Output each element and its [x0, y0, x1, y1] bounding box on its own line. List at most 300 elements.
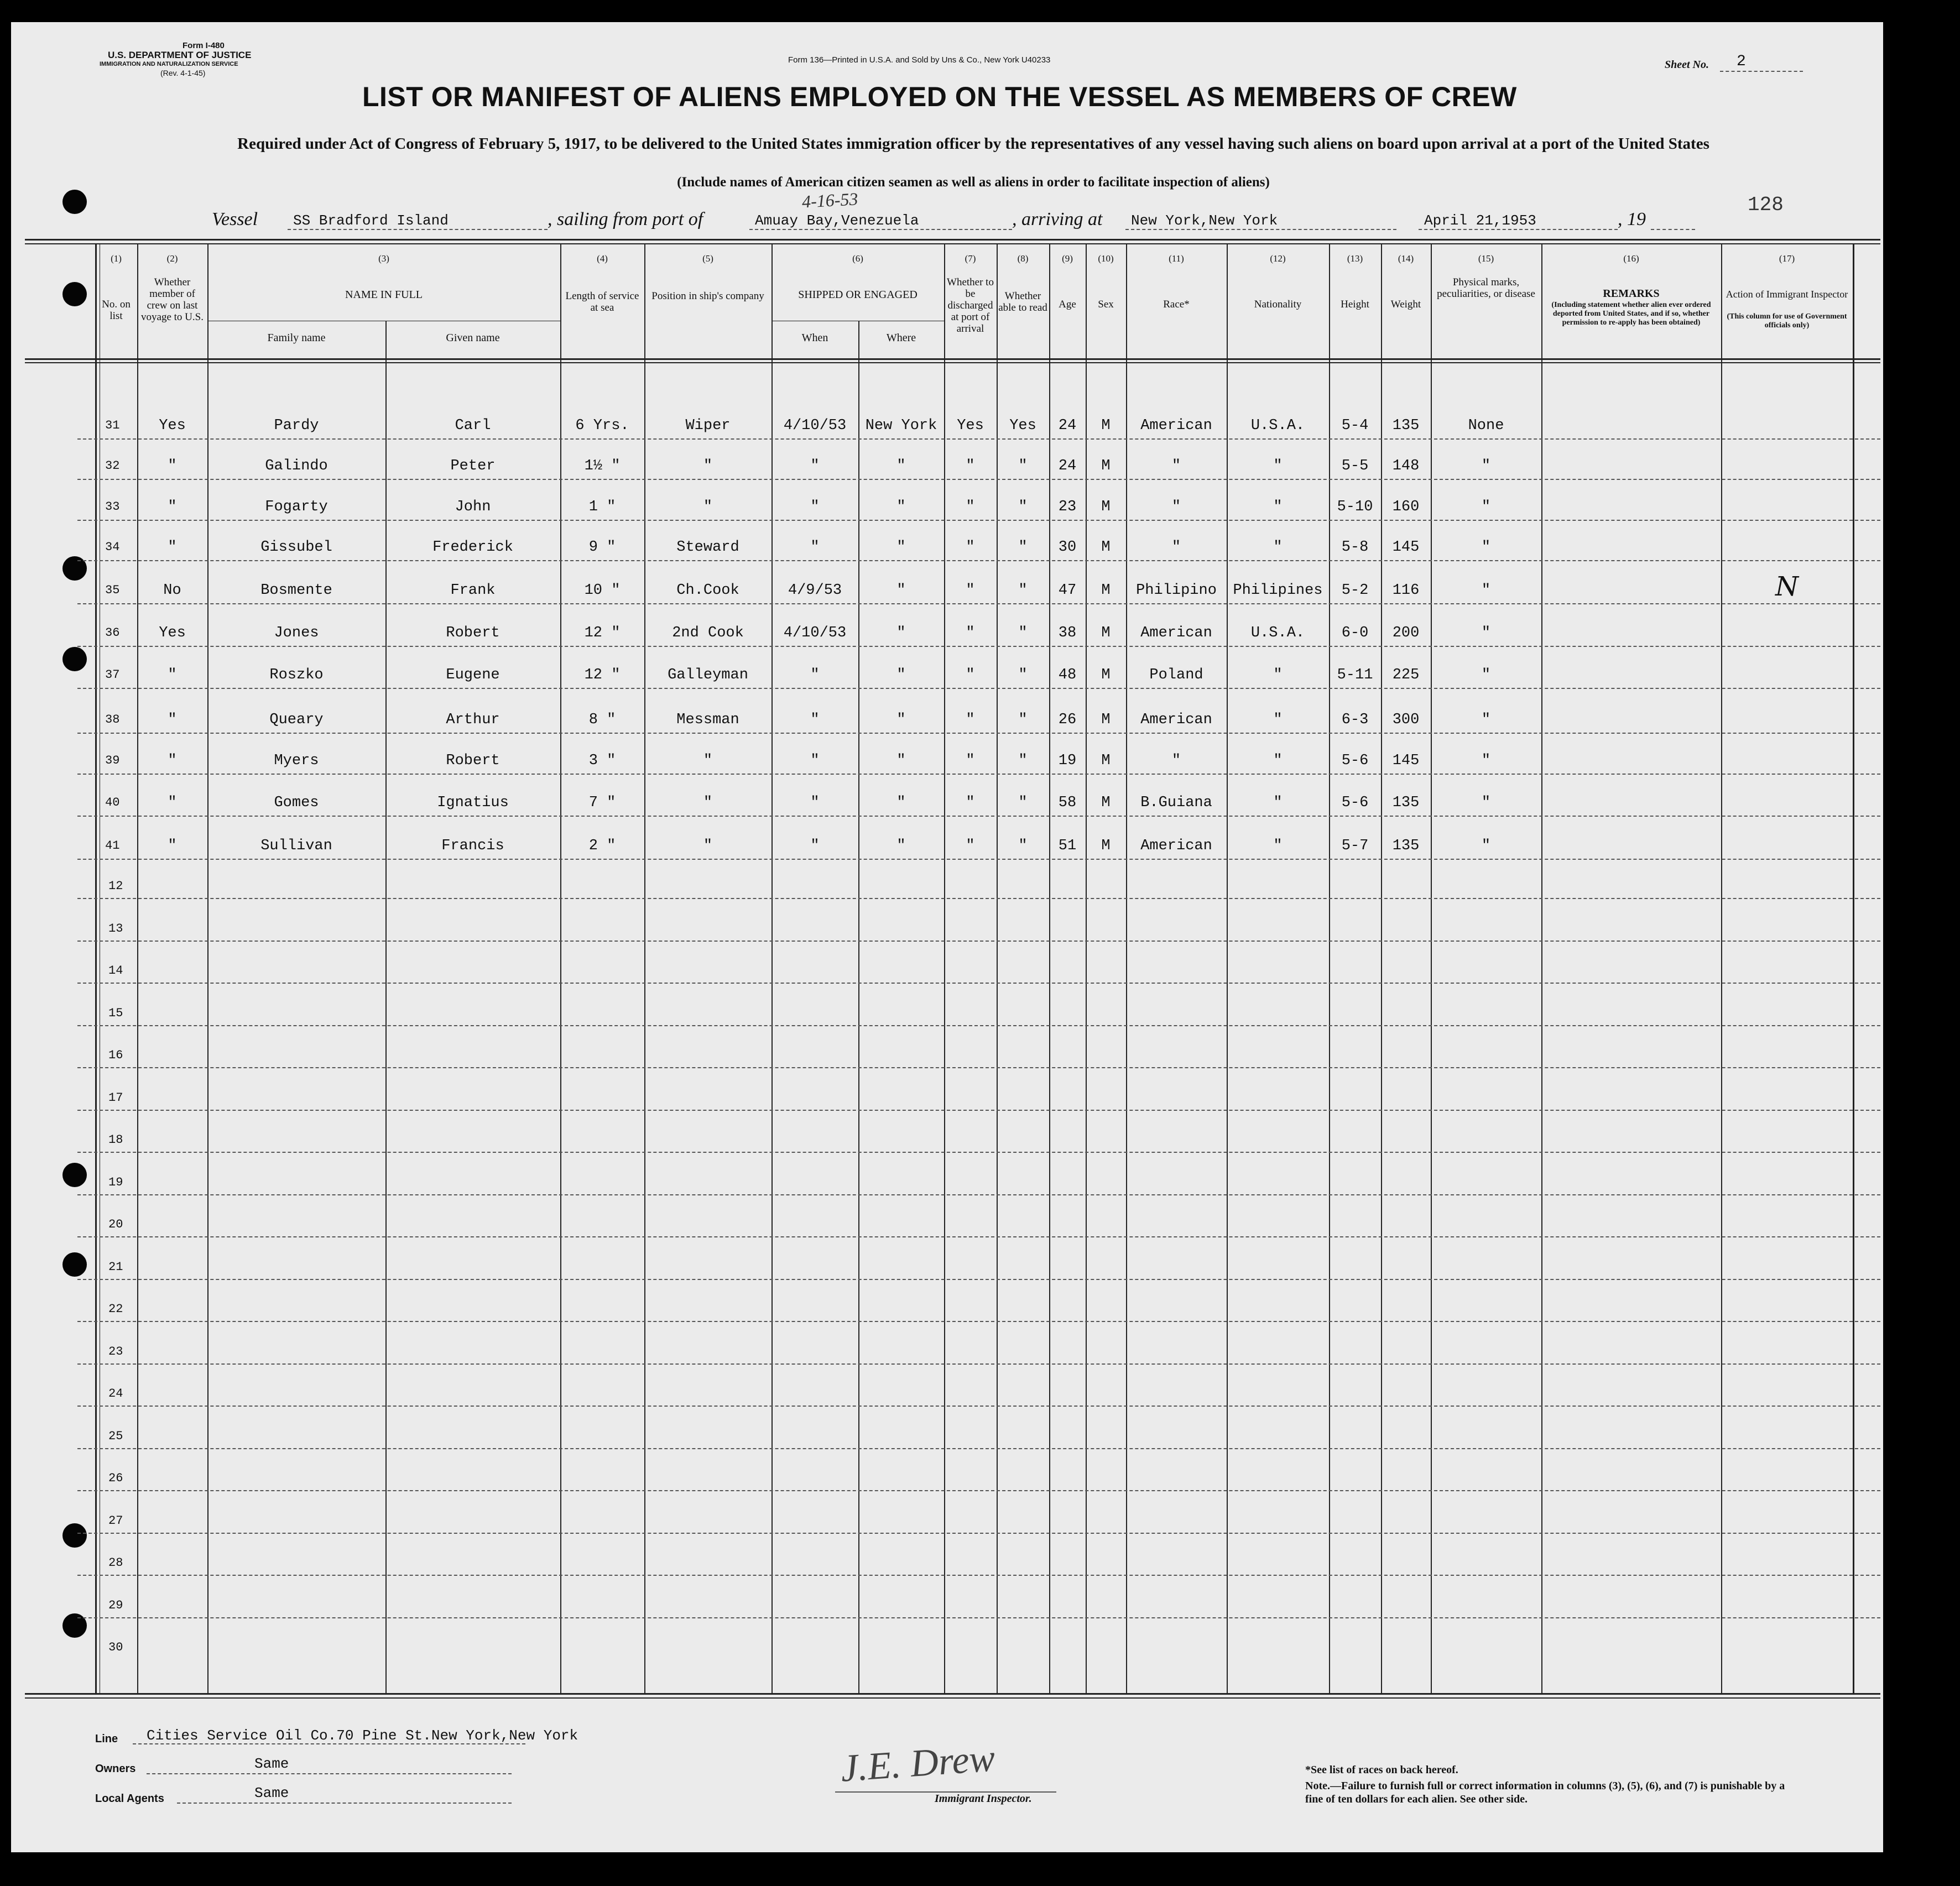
- row-rule: [77, 1152, 1880, 1153]
- row-rule: [77, 1279, 1880, 1280]
- row-rule: [77, 1406, 1880, 1407]
- row-number: 36: [105, 626, 120, 640]
- cell-position: ": [703, 795, 713, 811]
- row-number: 22: [108, 1302, 123, 1316]
- table-top-border: [25, 239, 1880, 241]
- cell-age: 26: [1058, 712, 1077, 728]
- column-header: No. on list: [102, 299, 131, 322]
- cell-member: ": [168, 712, 177, 728]
- row-number: 30: [108, 1641, 123, 1654]
- sailing-label: , sailing from port of: [548, 209, 703, 229]
- column-number: (12): [1270, 253, 1286, 264]
- cell-marks: None: [1468, 417, 1504, 434]
- shipped-subheader-divider: [858, 321, 859, 1693]
- cell-member: Yes: [159, 625, 186, 641]
- cell-discharged: ": [966, 582, 975, 599]
- row-number: 35: [105, 583, 120, 597]
- cell-given: Carl: [455, 417, 491, 434]
- column-number: (17): [1779, 253, 1795, 264]
- cell-where: ": [896, 499, 906, 515]
- port-underline: [749, 229, 1012, 230]
- vessel-label: Vessel: [212, 209, 258, 229]
- cell-member: ": [168, 458, 177, 474]
- column-note: (This column for use of Government officials only): [1727, 312, 1847, 330]
- cell-race: American: [1140, 838, 1212, 854]
- row-rule: [77, 1363, 1880, 1365]
- cell-service: 6 Yrs.: [575, 417, 629, 434]
- row-number: 24: [108, 1387, 123, 1401]
- cell-race: ": [1171, 753, 1181, 769]
- sheet-label: Sheet No.: [1665, 59, 1709, 71]
- column-header: Whether able to read: [998, 290, 1047, 314]
- row-number: 12: [108, 879, 123, 893]
- cell-service: 12 ": [584, 625, 621, 641]
- cell-service: 8 ": [588, 712, 616, 728]
- column-number: (6): [852, 253, 863, 264]
- column-divider: [1721, 243, 1722, 1693]
- cell-when: 4/10/53: [783, 625, 847, 641]
- cell-marks: ": [1481, 625, 1491, 641]
- row-number: 20: [108, 1218, 123, 1231]
- row-rule: [77, 520, 1880, 521]
- handwritten-date: 4-16-53: [801, 189, 859, 212]
- column-divider: [95, 243, 97, 1693]
- cell-race: American: [1140, 625, 1212, 641]
- cell-family: Gissubel: [260, 539, 332, 556]
- column-number: (9): [1062, 253, 1073, 264]
- cell-sex: M: [1101, 625, 1111, 641]
- agents-value: Same: [254, 1785, 289, 1801]
- row-number: 14: [108, 964, 123, 978]
- row-number: 32: [105, 459, 120, 473]
- cell-position: Messman: [676, 712, 739, 728]
- owners-underline: [147, 1773, 512, 1774]
- cell-nationality: ": [1273, 539, 1283, 556]
- sailing-port: Amuay Bay,Venezuela: [755, 212, 919, 229]
- cell-service: 2 ": [588, 838, 616, 854]
- cell-discharged: Yes: [957, 417, 984, 434]
- page-stamp: 128: [1748, 194, 1784, 216]
- cell-where: ": [896, 838, 906, 854]
- cell-member: Yes: [159, 417, 186, 434]
- row-number: 31: [105, 419, 120, 432]
- row-number: 40: [105, 796, 120, 809]
- column-header: Sex: [1098, 299, 1114, 310]
- cell-when: ": [810, 539, 820, 556]
- cell-nationality: ": [1273, 667, 1283, 683]
- row-number: 25: [108, 1429, 123, 1443]
- cell-service: 3 ": [588, 753, 616, 769]
- row-rule: [77, 438, 1880, 440]
- column-number: (3): [378, 253, 389, 264]
- cell-sex: M: [1101, 499, 1111, 515]
- cell-weight: 300: [1392, 712, 1420, 728]
- column-number: (15): [1478, 253, 1494, 264]
- cell-position: Wiper: [685, 417, 731, 434]
- cell-read: Yes: [1009, 417, 1036, 434]
- row-rule: [77, 688, 1880, 689]
- line-value: Cities Service Oil Co.70 Pine St.New York,New York: [147, 1727, 578, 1744]
- year-underline: [1651, 229, 1695, 230]
- cell-weight: 148: [1392, 458, 1420, 474]
- cell-member: ": [168, 539, 177, 556]
- cell-sex: M: [1101, 458, 1111, 474]
- cell-discharged: ": [966, 539, 975, 556]
- cell-height: 5-10: [1337, 499, 1373, 515]
- cell-race: ": [1171, 499, 1181, 515]
- punch-hole: [62, 282, 87, 306]
- cell-weight: 160: [1392, 499, 1420, 515]
- cell-read: ": [1018, 667, 1028, 683]
- cell-where: ": [896, 795, 906, 811]
- column-divider: [1541, 243, 1542, 1693]
- cell-family: Gomes: [274, 795, 319, 811]
- cell-family: Roszko: [269, 667, 324, 683]
- inspector-label: Immigrant Inspector.: [935, 1793, 1032, 1805]
- cell-height: 5-11: [1337, 667, 1373, 683]
- header-bottom-border-2: [25, 362, 1880, 363]
- row-number: 28: [108, 1556, 123, 1570]
- row-number: 16: [108, 1048, 123, 1062]
- column-number: (14): [1398, 253, 1414, 264]
- table-bottom-border: [25, 1693, 1880, 1695]
- cell-when: 4/10/53: [783, 417, 847, 434]
- row-rule: [77, 1490, 1880, 1491]
- cell-age: 51: [1058, 838, 1077, 854]
- cell-family: Sullivan: [260, 838, 332, 854]
- column-header: NAME IN FULL: [345, 289, 423, 301]
- manifest-subtitle: Required under Act of Congress of February 5, 1917, to be delivered to the United States immigration officer by the representatives of any vessel having such aliens on board upon arrival at a port of the United States: [237, 135, 1709, 153]
- cell-height: 5-6: [1341, 753, 1369, 769]
- cell-read: ": [1018, 625, 1028, 641]
- name-subheader-divider: [385, 321, 387, 1693]
- agents-underline: [177, 1803, 512, 1804]
- cell-nationality: ": [1273, 458, 1283, 474]
- cell-height: 5-8: [1341, 539, 1369, 556]
- punch-hole: [62, 190, 87, 214]
- cell-nationality: ": [1273, 499, 1283, 515]
- cell-height: 6-3: [1341, 712, 1369, 728]
- row-rule: [77, 1448, 1880, 1449]
- cell-read: ": [1018, 582, 1028, 599]
- column-divider: [1853, 243, 1854, 1693]
- cell-height: 5-4: [1341, 417, 1369, 434]
- year-label: , 19: [1618, 209, 1646, 229]
- cell-family: Jones: [274, 625, 319, 641]
- inspector-signature: J.E. Drew: [839, 1737, 997, 1790]
- row-rule: [77, 774, 1880, 775]
- cell-height: 5-2: [1341, 582, 1369, 599]
- cell-given: Peter: [450, 458, 496, 474]
- row-number: 18: [108, 1133, 123, 1147]
- cell-read: ": [1018, 753, 1028, 769]
- row-rule: [77, 733, 1880, 734]
- cell-given: Arthur: [446, 712, 500, 728]
- row-rule: [77, 479, 1880, 480]
- cell-service: 10 ": [584, 582, 621, 599]
- manifest-subtitle-note: (Include names of American citizen seamen as well as aliens in order to facilitate inspection of aliens): [677, 175, 1270, 190]
- cell-discharged: ": [966, 499, 975, 515]
- row-number: 29: [108, 1598, 123, 1612]
- cell-position: ": [703, 753, 713, 769]
- cell-race: ": [1171, 458, 1181, 474]
- cell-when: ": [810, 838, 820, 854]
- punch-hole: [62, 1252, 87, 1277]
- cell-family: Bosmente: [260, 582, 332, 599]
- cell-height: 5-5: [1341, 458, 1369, 474]
- cell-discharged: ": [966, 667, 975, 683]
- punch-hole: [62, 1523, 87, 1548]
- cell-age: 19: [1058, 753, 1077, 769]
- cell-when: ": [810, 795, 820, 811]
- cell-weight: 145: [1392, 539, 1420, 556]
- cell-where: ": [896, 539, 906, 556]
- cell-sex: M: [1101, 795, 1111, 811]
- agents-label: Local Agents: [95, 1793, 164, 1805]
- line-label: Line: [95, 1733, 118, 1745]
- cell-read: ": [1018, 539, 1028, 556]
- cell-discharged: ": [966, 712, 975, 728]
- column-header: Weight: [1390, 299, 1421, 310]
- cell-read: ": [1018, 712, 1028, 728]
- cell-weight: 135: [1392, 795, 1420, 811]
- cell-member: ": [168, 499, 177, 515]
- cell-age: 38: [1058, 625, 1077, 641]
- cell-discharged: ": [966, 625, 975, 641]
- sheet-number: 2: [1737, 53, 1746, 70]
- cell-where: ": [896, 625, 906, 641]
- cell-weight: 135: [1392, 417, 1420, 434]
- cell-member: ": [168, 753, 177, 769]
- cell-sex: M: [1101, 753, 1111, 769]
- column-header: Height: [1341, 299, 1369, 310]
- row-number: 17: [108, 1090, 123, 1105]
- cell-given: Robert: [446, 753, 500, 769]
- column-header: Physical marks, peculiarities, or disease: [1437, 276, 1535, 300]
- cell-sex: M: [1101, 712, 1111, 728]
- cell-position: Ch.Cook: [676, 582, 739, 599]
- cell-member: No: [163, 582, 181, 599]
- cell-given: Frederick: [432, 539, 513, 556]
- printer-line: Form 136—Printed in U.S.A. and Sold by Uns & Co., New York U40233: [788, 55, 1051, 65]
- manifest-title: LIST OR MANIFEST OF ALIENS EMPLOYED ON THE VESSEL AS MEMBERS OF CREW: [362, 81, 1517, 112]
- row-rule: [77, 1025, 1880, 1026]
- cell-given: Robert: [446, 625, 500, 641]
- row-rule: [77, 941, 1880, 942]
- cell-given: Ignatius: [437, 795, 509, 811]
- cell-marks: ": [1481, 712, 1491, 728]
- cell-position: 2nd Cook: [672, 625, 744, 641]
- cell-sex: M: [1101, 582, 1111, 599]
- vessel-name: SS Bradford Island: [293, 212, 449, 229]
- cell-nationality: U.S.A.: [1250, 417, 1305, 434]
- cell-service: 9 ": [588, 539, 616, 556]
- cell-when: ": [810, 458, 820, 474]
- race-note: *See list of races on back hereof.: [1305, 1764, 1458, 1776]
- row-rule: [77, 1194, 1880, 1195]
- row-number: 27: [108, 1513, 123, 1528]
- cell-when: ": [810, 499, 820, 515]
- cell-race: B.Guiana: [1140, 795, 1212, 811]
- row-number: 21: [108, 1260, 123, 1274]
- cell-height: 5-7: [1341, 838, 1369, 854]
- arriving-underline: [1125, 229, 1396, 230]
- column-number: (10): [1098, 253, 1114, 264]
- row-rule: [77, 1575, 1880, 1576]
- cell-marks: ": [1481, 499, 1491, 515]
- form-number: Form I-480: [183, 41, 225, 50]
- column-subheader: When: [801, 332, 828, 344]
- cell-member: ": [168, 795, 177, 811]
- cell-given: Frank: [450, 582, 496, 599]
- row-rule: [77, 1067, 1880, 1068]
- cell-service: 7 ": [588, 795, 616, 811]
- cell-when: 4/9/53: [788, 582, 842, 599]
- cell-race: Philipino: [1136, 582, 1217, 599]
- cell-discharged: ": [966, 795, 975, 811]
- column-number: (11): [1169, 253, 1184, 264]
- penalty-note: Note.—Failure to furnish full or correct information in columns (3), (5), (6), and (7) is punishable by a fine of ten dollars for each alien. See other side.: [1305, 1780, 1785, 1805]
- row-number: 33: [105, 500, 120, 514]
- cell-discharged: ": [966, 838, 975, 854]
- cell-marks: ": [1481, 838, 1491, 854]
- cell-family: Myers: [274, 753, 319, 769]
- column-number: (1): [111, 253, 122, 264]
- cell-service: 12 ": [584, 667, 621, 683]
- cell-given: Eugene: [446, 667, 500, 683]
- vessel-underline: [288, 229, 548, 230]
- cell-marks: ": [1481, 539, 1491, 556]
- cell-race: Poland: [1149, 667, 1203, 683]
- cell-family: Pardy: [274, 417, 319, 434]
- row-number: 41: [105, 839, 120, 853]
- row-rule: [77, 1321, 1880, 1322]
- row-rule: [77, 646, 1880, 647]
- column-number: (5): [702, 253, 713, 264]
- column-subheader: Where: [886, 332, 916, 344]
- cell-nationality: ": [1273, 838, 1283, 854]
- row-number: 19: [108, 1175, 123, 1189]
- punch-hole: [62, 1163, 87, 1187]
- cell-action: N: [1775, 571, 1799, 602]
- cell-read: ": [1018, 795, 1028, 811]
- row-number: 39: [105, 754, 120, 767]
- cell-marks: ": [1481, 667, 1491, 683]
- cell-sex: M: [1101, 539, 1111, 556]
- revision: (Rev. 4-1-45): [160, 69, 206, 77]
- cell-where: ": [896, 712, 906, 728]
- arrival-date: April 21,1953: [1424, 212, 1536, 229]
- row-rule: [77, 560, 1880, 561]
- owners-label: Owners: [95, 1763, 136, 1775]
- row-rule: [77, 603, 1880, 604]
- owners-value: Same: [254, 1756, 289, 1772]
- row-rule: [77, 1617, 1880, 1618]
- cell-when: ": [810, 753, 820, 769]
- column-header: REMARKS: [1603, 288, 1660, 300]
- service: IMMIGRATION AND NATURALIZATION SERVICE: [100, 61, 238, 67]
- table-top-border-2: [25, 243, 1880, 244]
- column-number: (4): [597, 253, 608, 264]
- cell-discharged: ": [966, 458, 975, 474]
- cell-family: Queary: [269, 712, 324, 728]
- cell-family: Fogarty: [265, 499, 328, 515]
- cell-race: ": [1171, 539, 1181, 556]
- cell-given: Francis: [441, 838, 504, 854]
- column-subheader: Family name: [267, 332, 326, 344]
- row-number: 15: [108, 1006, 123, 1020]
- cell-member: ": [168, 838, 177, 854]
- row-number: 13: [108, 921, 123, 936]
- cell-where: ": [896, 667, 906, 683]
- cell-race: American: [1140, 417, 1212, 434]
- cell-age: 30: [1058, 539, 1077, 556]
- column-number: (8): [1017, 253, 1029, 264]
- cell-age: 58: [1058, 795, 1077, 811]
- column-number: (2): [166, 253, 178, 264]
- row-number: 37: [105, 668, 120, 682]
- cell-age: 48: [1058, 667, 1077, 683]
- cell-marks: ": [1481, 582, 1491, 599]
- column-header: Age: [1059, 299, 1076, 310]
- cell-member: ": [168, 667, 177, 683]
- column-number: (13): [1347, 253, 1363, 264]
- row-rule: [77, 859, 1880, 860]
- cell-height: 5-6: [1341, 795, 1369, 811]
- cell-weight: 225: [1392, 667, 1420, 683]
- column-header: Action of Immigrant Inspector: [1726, 289, 1848, 300]
- column-number: (7): [965, 253, 976, 264]
- cell-read: ": [1018, 838, 1028, 854]
- column-subheader: Given name: [446, 332, 500, 344]
- cell-where: ": [896, 753, 906, 769]
- cell-when: ": [810, 712, 820, 728]
- row-rule: [77, 1236, 1880, 1237]
- cell-age: 24: [1058, 417, 1077, 434]
- cell-position: Steward: [676, 539, 739, 556]
- arriving-port: New York,New York: [1131, 212, 1278, 229]
- cell-position: ": [703, 838, 713, 854]
- line-underline: [133, 1743, 525, 1744]
- column-header: Race*: [1163, 299, 1190, 310]
- cell-nationality: ": [1273, 753, 1283, 769]
- cell-service: 1 ": [588, 499, 616, 515]
- cell-position: ": [703, 499, 713, 515]
- arriving-label: , arriving at: [1012, 209, 1103, 229]
- row-rule: [77, 816, 1880, 817]
- header-bottom-border: [25, 358, 1880, 360]
- row-rule: [77, 1110, 1880, 1111]
- column-header: Whether member of crew on last voyage to U.S.: [141, 276, 204, 323]
- cell-age: 47: [1058, 582, 1077, 599]
- cell-age: 24: [1058, 458, 1077, 474]
- column-header: SHIPPED OR ENGAGED: [798, 289, 918, 301]
- cell-race: American: [1140, 712, 1212, 728]
- cell-sex: M: [1101, 667, 1111, 683]
- cell-discharged: ": [966, 753, 975, 769]
- column-note: (Including statement whether alien ever ordered deported from United States, and if so, whether permission to re-apply has been obtained): [1551, 301, 1711, 327]
- column-header: Length of service at sea: [565, 290, 639, 314]
- cell-marks: ": [1481, 795, 1491, 811]
- row-number: 34: [105, 540, 120, 554]
- cell-family: Galindo: [265, 458, 328, 474]
- cell-where: ": [896, 458, 906, 474]
- cell-weight: 116: [1392, 582, 1420, 599]
- cell-read: ": [1018, 458, 1028, 474]
- cell-sex: M: [1101, 838, 1111, 854]
- row-number: 26: [108, 1471, 123, 1485]
- cell-given: John: [455, 499, 491, 515]
